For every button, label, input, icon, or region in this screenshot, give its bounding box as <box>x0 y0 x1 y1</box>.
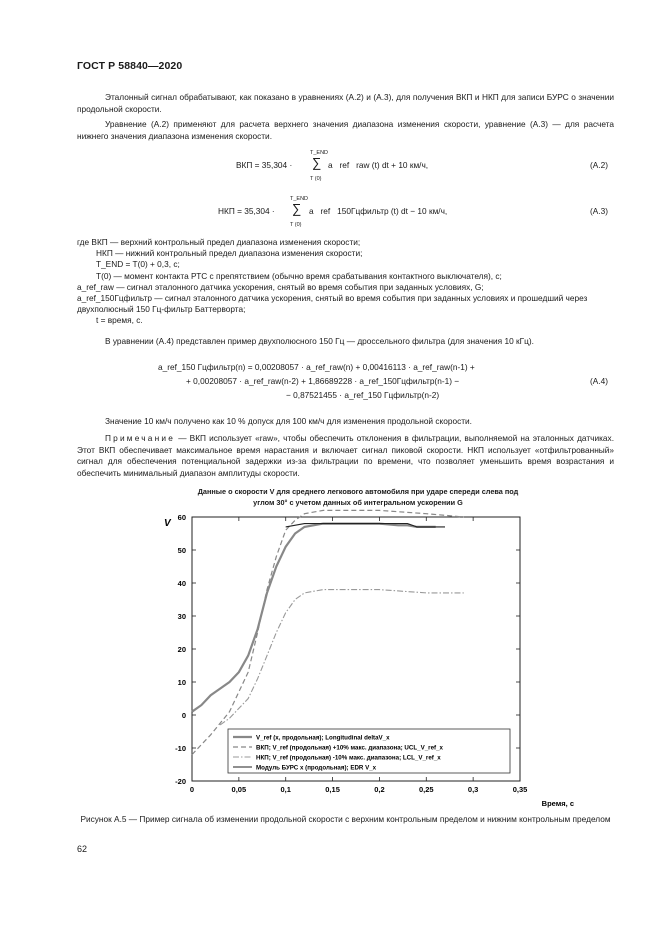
equation-a2-sigma: ∑ <box>312 155 322 170</box>
paragraph-2: Уравнение (А.2) применяют для расчета верхнего значения диапазона изменения скорости, уравнение (А.3) — для расчета нижнего значения диапазона изменения скорости. <box>77 119 614 141</box>
y-tick-label: 20 <box>177 645 186 654</box>
chart-y-axis-label: V <box>164 518 171 529</box>
y-tick-label: 0 <box>181 711 186 720</box>
equation-a2-sum-upper: T_END <box>310 150 329 156</box>
paragraph-1: Эталонный сигнал обрабатывают, как показано в уравнениях (А.2) и (А.3), для получения ВКП и НКП для записи БУРС о значении продольной скорости. <box>77 92 614 114</box>
definition-vkp: где ВКП — верхний контрольный предел диапазона изменения скорости; <box>77 237 361 247</box>
equation-a4-line3: − 0,87521455 · a_ref_150 Гцфильтр(n-2) <box>286 390 440 400</box>
figure-caption: Рисунок А.5 — Пример сигнала об изменении продольной скорости с верхним контрольным пределом и нижним контрольным пределом <box>80 814 611 824</box>
equation-a4-line1: a_ref_150 Гцфильтр(n) = 0,00208057 · a_ref_raw(n) + 0,00416113 · a_ref_raw(n-1) + <box>158 362 475 372</box>
y-tick-label: 30 <box>177 612 186 621</box>
x-tick-label: 0,2 <box>374 785 385 794</box>
definition-nkp: НКП — нижний контрольный предел диапазона изменения скорости; <box>96 248 363 259</box>
paragraph-4: Значение 10 км/ч получено как 10 % допуск для 100 км/ч для изменения продольной скорости. <box>105 416 472 426</box>
y-tick-label: -10 <box>175 744 186 753</box>
equation-a2-sum-lower: T (0) <box>310 176 322 182</box>
y-tick-label: -20 <box>175 777 186 786</box>
equation-a4-number: (А.4) <box>590 376 608 386</box>
equation-a2-body: a ref raw (t) dt + 10 км/ч, <box>328 160 429 170</box>
x-tick-label: 0,3 <box>467 785 479 794</box>
document-header: ГОСТ Р 58840—2020 <box>77 60 183 72</box>
legend-label-3: НКП; V_ref (продольная) -10% макс. диапазона; LCL_V_ref_x <box>256 754 441 762</box>
y-tick-label: 10 <box>177 678 186 687</box>
equation-a3-sigma: ∑ <box>292 201 302 216</box>
chart-x-axis-label: Время, с <box>541 799 574 808</box>
equation-a3-number: (А.3) <box>590 206 608 216</box>
equation-a3-lhs: НКП = 35,304 · <box>218 206 275 216</box>
x-tick-label: 0,25 <box>418 785 434 794</box>
page-number: 62 <box>77 844 88 854</box>
paragraph-3: В уравнении (А.4) представлен пример двухполюсного 150 Гц — дроссельного фильтра (для значения 10 кГц). <box>105 336 534 346</box>
note-text: — ВКП использует «raw», чтобы обеспечить отклонения в фильтрации, выполняемой на эталонных датчиках. Этот ВКП обеспечивает максимальное время нарастания и включает сигнал пиковой скорости. НКП использует «отфильтрованный» сигнал для обеспечения потенциальной задержки из-за фильтрации по времени, что позволяет уменьшить время возрастания и обеспечить минимальный диапазон амплитуды скорости. <box>77 433 614 478</box>
equation-a3-sum-lower: T (0) <box>290 222 302 228</box>
definition-t: t = время, с. <box>96 315 143 326</box>
equation-a4-line2: + 0,00208057 · a_ref_raw(n-2) + 1,86689228 · a_ref_150Гцфильтр(n-1) − <box>186 376 460 386</box>
note-label: Примечание <box>105 433 176 443</box>
equation-a3-body: a ref 150Гцфильтр (t) dt − 10 км/ч, <box>309 206 448 216</box>
equation-a2-lhs: ВКП = 35,304 · <box>236 160 293 170</box>
legend-label-2: ВКП; V_ref (продольная) +10% макс. диапазона; UCL_V_ref_x <box>256 744 443 752</box>
y-tick-label: 50 <box>177 546 186 555</box>
definition-a-ref-150: a_ref_150Гцфильтр — сигнал эталонного датчика ускорения, снятый во время события при заданных условиях и прошедший через двухполюсный 150 Гц-фильтр Баттерворта; <box>77 293 588 315</box>
legend-label-4: Модуль БУРС x (продольная); EDR V_x <box>256 764 377 772</box>
x-tick-label: 0,05 <box>231 785 247 794</box>
y-tick-label: 40 <box>177 579 186 588</box>
chart-title: Данные о скорости V для среднего легкового автомобиля при ударе спереди слева под углом 30° с учетом данных об интегральном ускорении G <box>197 487 519 507</box>
definition-a-ref-raw: a_ref_raw — сигнал эталонного датчика ускорения, снятый во время события при заданных условиях, G; <box>77 281 484 292</box>
equation-a3-sum-upper: T_END <box>290 196 309 202</box>
equation-a2-number: (А.2) <box>590 160 608 170</box>
definition-t0: T(0) — момент контакта РТС с препятствием (обычно время срабатывания контактного выключателя), с; <box>96 270 502 281</box>
legend-label-1: V_ref (x, продольная); Longitudinal deltaV_x <box>256 734 390 742</box>
definition-tend: T_END = T(0) + 0,3, с; <box>96 259 180 270</box>
x-tick-label: 0,15 <box>325 785 340 794</box>
x-tick-label: 0 <box>189 785 195 794</box>
x-tick-label: 0,35 <box>512 785 528 794</box>
y-tick-label: 60 <box>177 513 186 522</box>
x-tick-label: 0,1 <box>280 785 291 794</box>
